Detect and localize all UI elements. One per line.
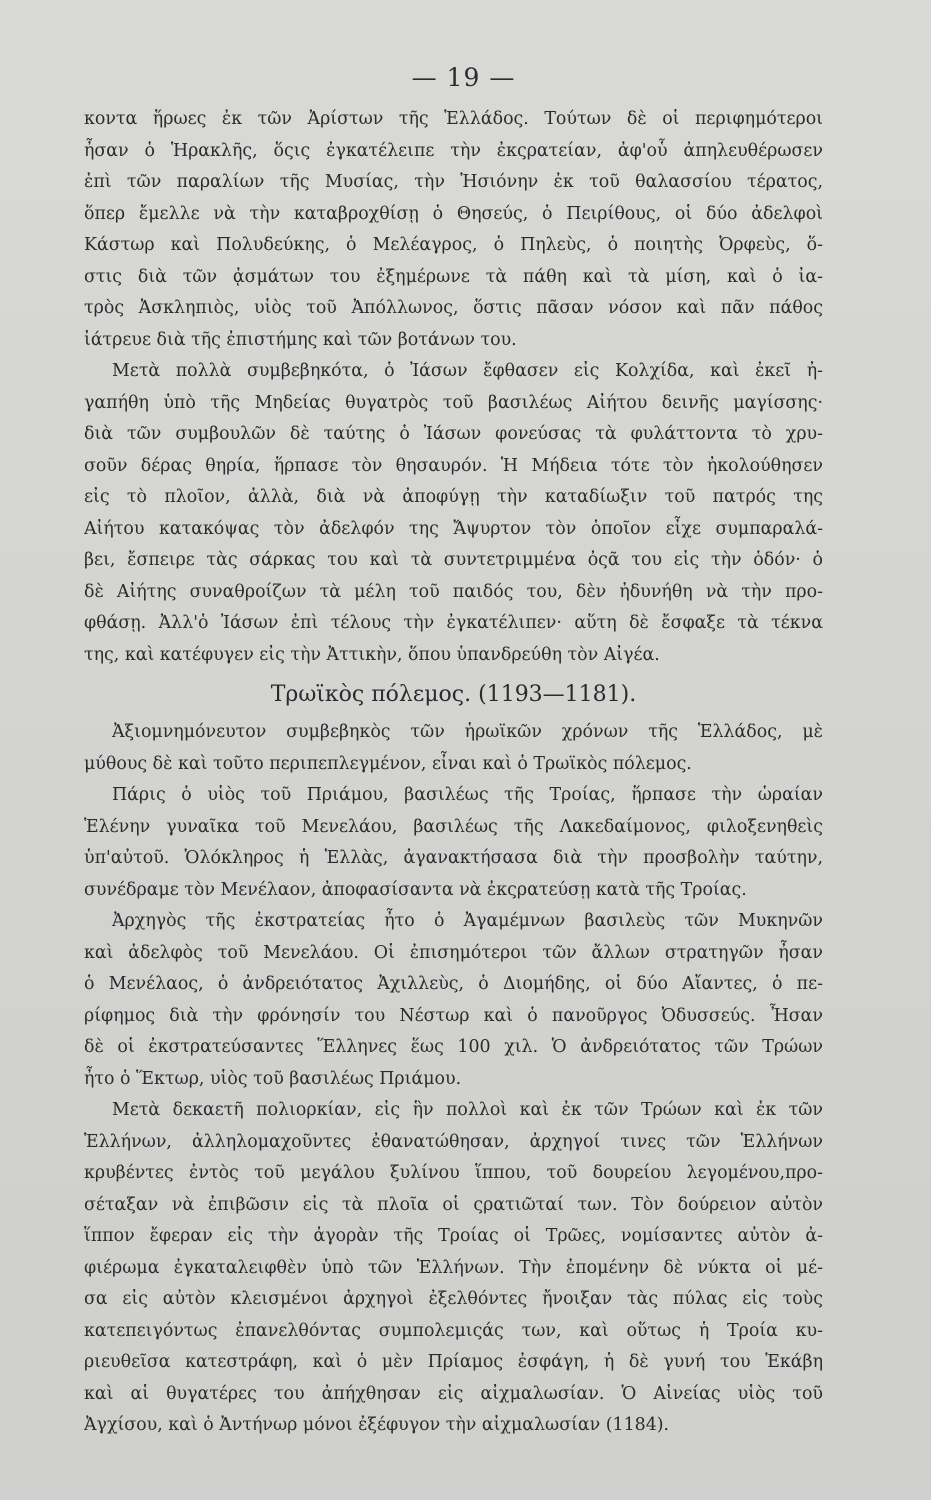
section-title: Τρωϊκὸς πόλεμος. (1193—1181). bbox=[270, 682, 637, 707]
text-line: Ἀξιομνημόνευτον συμβεβηκὸς τῶν ἡρωϊκῶν χρόνων τῆς Ἑλλάδος, μὲ bbox=[112, 722, 823, 742]
text-line: φιέρωμα ἐγκαταλειφθὲν ὑπὸ τῶν Ἑλλήνων. Τὴν ἐπομένην δὲ νύκτα οἱ μέ- bbox=[84, 1257, 823, 1278]
text-line: καὶ ἀδελφὸς τοῦ Μενελάου. Οἱ ἐπισημότεροι τῶν ἄλλων στρατηγῶν ἦσαν bbox=[84, 942, 823, 963]
text-before-section bbox=[84, 104, 823, 671]
text-line: γαπήθη ὑπὸ τῆς Μηδείας θυγατρὸς τοῦ βασιλέως Αἰήτου δεινῆς μαγίσσης· bbox=[84, 392, 823, 413]
paragraph bbox=[84, 717, 823, 780]
body-text bbox=[84, 104, 823, 1442]
text-line: κοντα ἥρωες ἐκ τῶν Ἀρίστων τῆς Ἑλλάδος. Τούτων δὲ οἱ περιφημότεροι bbox=[84, 109, 823, 129]
text-line: Πάρις ὁ υἱὸς τοῦ Πριάμου, βασιλέως τῆς Τροίας, ἥρπασε τὴν ὡραίαν bbox=[112, 785, 823, 805]
text-line: Ἑλένην γυναῖκα τοῦ Μενελάου, βασιλέως τῆς Λακεδαίμονος, φιλοξενηθεὶς bbox=[84, 816, 823, 837]
paragraph bbox=[84, 780, 823, 906]
text-line: κρυβέντες ἐντὸς τοῦ μεγάλου ξυλίνου ἵππου, τοῦ δουρείου λεγομένου,προ- bbox=[84, 1163, 823, 1183]
text-line: ἦσαν ὁ Ἡρακλῆς, ὅςις ἐγκατέλειπε τὴν ἐκςρατείαν, ἀφ'οὗ ἀπηλευθέρωσεν bbox=[84, 140, 823, 161]
text-line: της, καὶ κατέφυγεν εἰς τὴν Ἀττικὴν, ὅπου ὑπανδρεύθη τὸν Αἰγέα. bbox=[84, 644, 660, 665]
text-line: μύθους δὲ καὶ τοῦτο περιπεπλεγμένον, εἶναι καὶ ὁ Τρωϊκὸς πόλεμος. bbox=[84, 753, 692, 774]
text-line: Ἑλλήνων, ἀλληλομαχοῦντες ἐθανατώθησαν, ἀρχηγοί τινες τῶν Ἑλλήνων bbox=[84, 1131, 823, 1152]
text-line: ὁ Μενέλαος, ὁ ἀνδρειότατος Ἀχιλλεὺς, ὁ Διομήδης, οἱ δύο Αἴαντες, ὁ πε- bbox=[84, 974, 823, 994]
text-after-section bbox=[84, 717, 823, 1442]
paragraph bbox=[84, 104, 823, 356]
text-line: Μετὰ πολλὰ συμβεβηκότα, ὁ Ἰάσων ἔφθασεν εἰς Κολχίδα, καὶ ἐκεῖ ἠ- bbox=[112, 361, 823, 381]
text-line: στις διὰ τῶν ᾀσμάτων του ἐξημέρωνε τὰ πάθη καὶ τὰ μίση, καὶ ὁ ἰα- bbox=[84, 266, 823, 287]
text-line: Κάστωρ καὶ Πολυδεύκης, ὁ Μελέαγρος, ὁ Πηλεὺς, ὁ ποιητὴς Ὀρφεὺς, ὅ- bbox=[84, 235, 823, 255]
text-line: ὅπερ ἔμελλε νὰ τὴν καταβροχθίσῃ ὁ Θησεύς, ὁ Πειρίθους, οἱ δύο ἀδελφοὶ bbox=[84, 203, 823, 224]
text-line: συνέδραμε τὸν Μενέλαον, ἀποφασίσαντα νὰ ἐκςρατεύσῃ κατὰ τῆς Τροίας. bbox=[84, 879, 747, 900]
text-line: σοῦν δέρας θηρία, ἥρπασε τὸν θησαυρόν. Ἡ Μήδεια τότε τὸν ἠκολούθησεν bbox=[84, 455, 823, 476]
text-line: σα εἰς αὐτὸν κλεισμένοι ἀρχηγοὶ ἐξελθόντες ἤνοιξαν τὰς πύλας εἰς τοὺς bbox=[84, 1289, 823, 1309]
text-line: κατεπειγόντως ἐπανελθόντας συμπολεμιςάς των, καὶ οὕτως ἡ Τροία κυ- bbox=[84, 1320, 823, 1341]
paragraph bbox=[84, 356, 823, 671]
text-line: δὲ οἱ ἐκστρατεύσαντες Ἕλληνες ἕως 100 χιλ. Ὁ ἀνδρειότατος τῶν Τρώων bbox=[84, 1037, 823, 1057]
text-line: Μετὰ δεκαετῆ πολιορκίαν, εἰς ἣν πολλοὶ καὶ ἐκ τῶν Τρώων καὶ ἐκ τῶν bbox=[112, 1100, 823, 1120]
text-line: ρίφημος διὰ τὴν φρόνησίν του Νέστωρ καὶ ὁ πανοῦργος Ὀδυσσεύς. Ἦσαν bbox=[84, 1005, 823, 1026]
text-line: ἰάτρευε διὰ τῆς ἐπιστήμης καὶ τῶν βοτάνων του. bbox=[84, 329, 517, 350]
text-line: ἵππον ἔφεραν εἰς τὴν ἀγορὰν τῆς Τροίας οἱ Τρῶες, νομίσαντες αὐτὸν ἀ- bbox=[84, 1226, 823, 1246]
text-line: δὲ Αἰήτης συναθροίζων τὰ μέλη τοῦ παιδός του, δὲν ἠδυνήθη νὰ τὴν προ- bbox=[84, 581, 823, 602]
text-line: βει, ἔσπειρε τὰς σάρκας του καὶ τὰ συντετριμμένα ὀςᾶ του εἰς τὴν ὁδόν· ὁ bbox=[84, 550, 823, 570]
text-line: ριευθεῖσα κατεστράφη, καὶ ὁ μὲν Πρίαμος ἐσφάγη, ἡ δὲ γυνή του Ἑκάβη bbox=[84, 1352, 823, 1372]
text-line: καὶ αἱ θυγατέρες του ἀπήχθησαν εἰς αἰχμαλωσίαν. Ὁ Αἰνείας υἱὸς τοῦ bbox=[84, 1383, 823, 1404]
text-line: ἐπὶ τῶν παραλίων τῆς Μυσίας, τὴν Ἡσιόνην ἐκ τοῦ θαλασσίου τέρατος, bbox=[84, 172, 823, 192]
text-line: Αἰήτου κατακόψας τὸν ἀδελφόν της Ἄψυρτον τὸν ὁποῖον εἶχε συμπαραλά- bbox=[84, 518, 823, 539]
paragraph bbox=[84, 1095, 823, 1442]
text-line: τρὸς Ἀσκληπιὸς, υἱὸς τοῦ Ἀπόλλωνος, ὅστις πᾶσαν νόσον καὶ πᾶν πάθος bbox=[84, 298, 823, 318]
text-line: διὰ τῶν συμβουλῶν δὲ ταύτης ὁ Ἰάσων φονεύσας τὰ φυλάττοντα τὸ χρυ- bbox=[84, 424, 823, 444]
text-line: σέταξαν νὰ ἐπιβῶσιν εἰς τὰ πλοῖα οἱ ςρατιῶταί των. Τὸν δούρειον αὐτὸν bbox=[84, 1194, 823, 1215]
text-line: φθάσῃ. Ἀλλ'ὁ Ἰάσων ἐπὶ τέλους τὴν ἐγκατέλιπεν· αὕτη δὲ ἔσφαξε τὰ τέκνα bbox=[84, 613, 823, 633]
paragraph bbox=[84, 906, 823, 1095]
text-line: ἦτο ὁ Ἕκτωρ, υἱὸς τοῦ βασιλέως Πριάμου. bbox=[84, 1068, 462, 1089]
page-number: — 19 — bbox=[411, 63, 516, 92]
text-line: Ἀγχίσου, καὶ ὁ Ἀντήνωρ μόνοι ἐξέφυγον τὴν αἰχμαλωσίαν (1184). bbox=[84, 1415, 670, 1435]
text-line: Ἀρχηγὸς τῆς ἐκστρατείας ἦτο ὁ Ἀγαμέμνων βασιλεὺς τῶν Μυκηνῶν bbox=[112, 911, 823, 931]
text-line: ὑπ'αὐτοῦ. Ὁλόκληρος ἡ Ἑλλὰς, ἀγανακτήσασα διὰ τὴν προσβολὴν ταύτην, bbox=[84, 848, 823, 868]
text-line: εἰς τὸ πλοῖον, ἀλλὰ, διὰ νὰ ἀποφύγῃ τὴν καταδίωξιν τοῦ πατρός της bbox=[84, 487, 823, 507]
